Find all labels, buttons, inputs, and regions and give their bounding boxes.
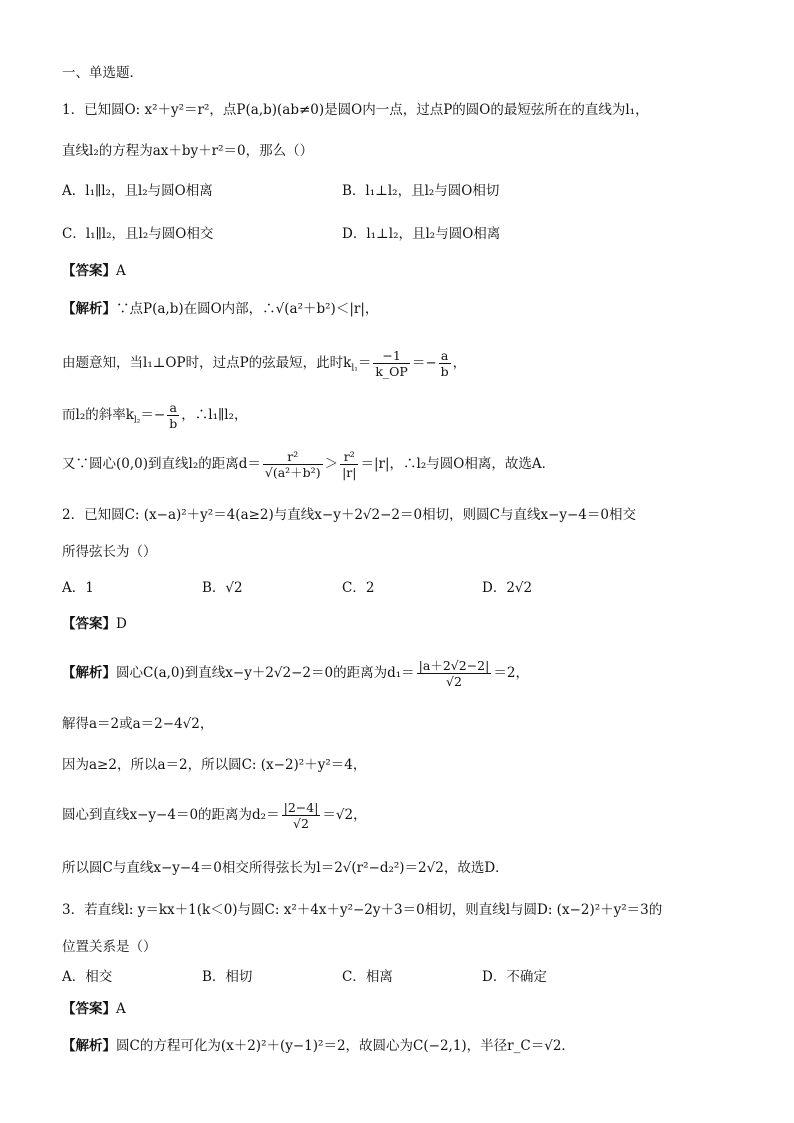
q1-answer-row: [62, 261, 126, 281]
q2-analysis-4: [62, 797, 367, 833]
q3-stem-line-1: 3．若直线l: y＝kx＋1(k＜0)与圆C: x²＋4x＋y²−2y＋3＝0相切，则直线l与圆D: (x−2)²＋y²＝3的: [62, 902, 663, 918]
q1-analysis-2-frac-1-num: −1: [373, 348, 409, 364]
section-title: 一、单选题．: [62, 65, 143, 81]
q2-stem-line-2: 所得弦长为（）: [62, 544, 157, 560]
q3-analysis-1: [62, 1036, 575, 1056]
q1-analysis-2-text: 由题意知，当l₁⊥OP时，过点P的弦最短，此时k: [62, 355, 352, 371]
q3-answer-value: A: [116, 1001, 126, 1017]
q1-analysis-3-frac: [167, 400, 179, 431]
q1-analysis-4-text-b: ＝|r|，∴l₂与圆O相离，故选A．: [360, 456, 556, 472]
q1-analysis-2-frac-2-num: a: [439, 348, 451, 364]
q1-answer-value: A: [116, 263, 126, 279]
q1-analysis-2-frac-1-den: k_OP: [375, 364, 408, 379]
q3-analysis-1-text: 圆C的方程可化为(x＋2)²＋(y−1)²＝2，故圆心为C(−2,1)，半径r_C＝√2．: [116, 1038, 575, 1054]
q2-analysis-1-frac: [417, 658, 492, 689]
q1-option-d: D．l₁⊥l₂，且l₂与圆O相离: [342, 226, 501, 242]
q1-analysis-3: 而l₂的斜率$k_{l_2}=-$ $\frac{a}{b}$ ，∴l₁∥l₂，: [62, 400, 248, 431]
q1-option-c: C．l₁∥l₂，且l₂与圆O相交: [62, 226, 214, 242]
q3-option-a: A．相交: [62, 969, 113, 985]
q2-analysis-1-frac-num: |a＋2√2−2|: [418, 658, 490, 673]
q1-stem-line-1: 1．已知圆O: x²＋y²＝r²，点P(a,b)(ab≠0)是圆O内一点，过点P的圆O的最短弦所在的直线为l₁，: [62, 102, 649, 118]
q1-analysis-2-frac-1: [373, 348, 409, 379]
q1-option-a: A．l₁∥l₂，且l₂与圆O相离: [62, 183, 213, 199]
q3-stem-line-2: 位置关系是（）: [62, 939, 157, 955]
q1-analysis-4-frac-2-num: r²: [340, 449, 358, 465]
q1-analysis-2: 由题意知，当l₁⊥OP时，过点P的弦最短，此时$k_{l_1}=$ $\frac{-1}{k\_OP}$ ＝− $\frac{a}{b}$ ，: [62, 348, 467, 379]
q3-option-c: C．相离: [342, 969, 393, 985]
q1-analysis-4-frac-1-den: √(a²＋b²): [264, 465, 321, 480]
q1-analysis-4-frac-2-den: |r|: [342, 465, 357, 480]
q1-analysis-3-text-b: ，∴l₁∥l₂，: [181, 407, 248, 423]
q1-analysis-3-frac-num: a: [167, 400, 179, 416]
q1-analysis-1: [62, 299, 378, 319]
q2-answer-row: [62, 614, 127, 634]
q3-option-b: B．相切: [202, 969, 253, 985]
q2-analysis-label: 【解析】: [62, 665, 116, 681]
q2-analysis-4-frac-num: |2−4|: [283, 800, 319, 815]
q2-answer-label: 【答案】: [62, 616, 116, 632]
q3-answer-label: 【答案】: [62, 1001, 116, 1017]
q2-analysis-4-frac: [282, 800, 321, 831]
q1-analysis-1-text: ∵点P(a,b)在圆O内部，∴√(a²＋b²)＜|r|，: [116, 301, 379, 317]
q2-option-c: C．2: [342, 580, 375, 596]
q3-analysis-label: 【解析】: [62, 1038, 116, 1054]
q1-answer-label: 【答案】: [62, 263, 116, 279]
q1-analysis-4-frac-1: [263, 449, 323, 480]
q2-analysis-5: 所以圆C与直线x−y−4＝0相交所得弦长为l＝2√(r²−d₂²)＝2√2，故选D．: [62, 860, 509, 876]
q2-answer-value: D: [116, 616, 127, 632]
q1-option-b: B．l₁⊥l₂，且l₂与圆O相切: [342, 183, 500, 199]
q3-answer-row: [62, 999, 126, 1019]
q2-stem-line-1: 2．已知圆C: (x−a)²＋y²＝4(a≥2)与直线x−y＋2√2−2＝0相切，则圆C与直线x−y−4＝0相交: [62, 507, 636, 523]
q2-analysis-4-text-a: 圆心到直线x−y−4＝0的距离为d₂＝: [62, 807, 280, 823]
q2-analysis-4-frac-den: √2: [293, 816, 309, 831]
q2-option-a: A．1: [62, 580, 94, 596]
q2-analysis-1: [62, 655, 529, 691]
q1-analysis-3-frac-den: b: [169, 416, 178, 431]
q2-analysis-2: 解得a＝2或a＝2−4√2，: [62, 716, 214, 732]
q1-analysis-2-frac-2: [439, 348, 451, 379]
q1-analysis-2-frac-2-den: b: [440, 364, 449, 379]
q2-analysis-1-text-b: ＝2，: [493, 665, 529, 681]
q1-analysis-4-text-a: 又∵圆心(0,0)到直线l₂的距离d＝: [62, 456, 261, 472]
q2-option-b: B．√2: [202, 580, 243, 596]
q2-analysis-1-frac-den: √2: [446, 674, 462, 689]
q1-analysis-4-frac-2: [340, 449, 358, 480]
q1-stem-line-2: 直线l₂的方程为ax＋by＋r²＝0，那么（）: [62, 143, 314, 159]
q2-analysis-1-text-a: 圆心C(a,0)到直线x−y＋2√2−2＝0的距离为d₁＝: [116, 665, 415, 681]
q1-analysis-3-text-a: 而l₂的斜率k: [62, 407, 134, 423]
q2-analysis-4-text-b: ＝√2，: [322, 807, 367, 823]
q3-option-d: D．不确定: [482, 969, 547, 985]
q2-option-d: D．2√2: [482, 580, 533, 596]
q1-analysis-label: 【解析】: [62, 301, 116, 317]
q1-analysis-4-frac-1-num: r²: [263, 449, 323, 465]
q2-analysis-3: 因为a≥2，所以a＝2，所以圆C: (x−2)²＋y²＝4，: [62, 757, 367, 773]
q1-analysis-4: 又∵圆心(0,0)到直线l₂的距离d＝ $\frac{\text{r²}}{\text{√(a²＋b²)}}$ ＞ $\frac{\text{r²}}{|r|}$ ＝|r|，∴l₂与圆O相离，故选A．: [62, 449, 556, 480]
